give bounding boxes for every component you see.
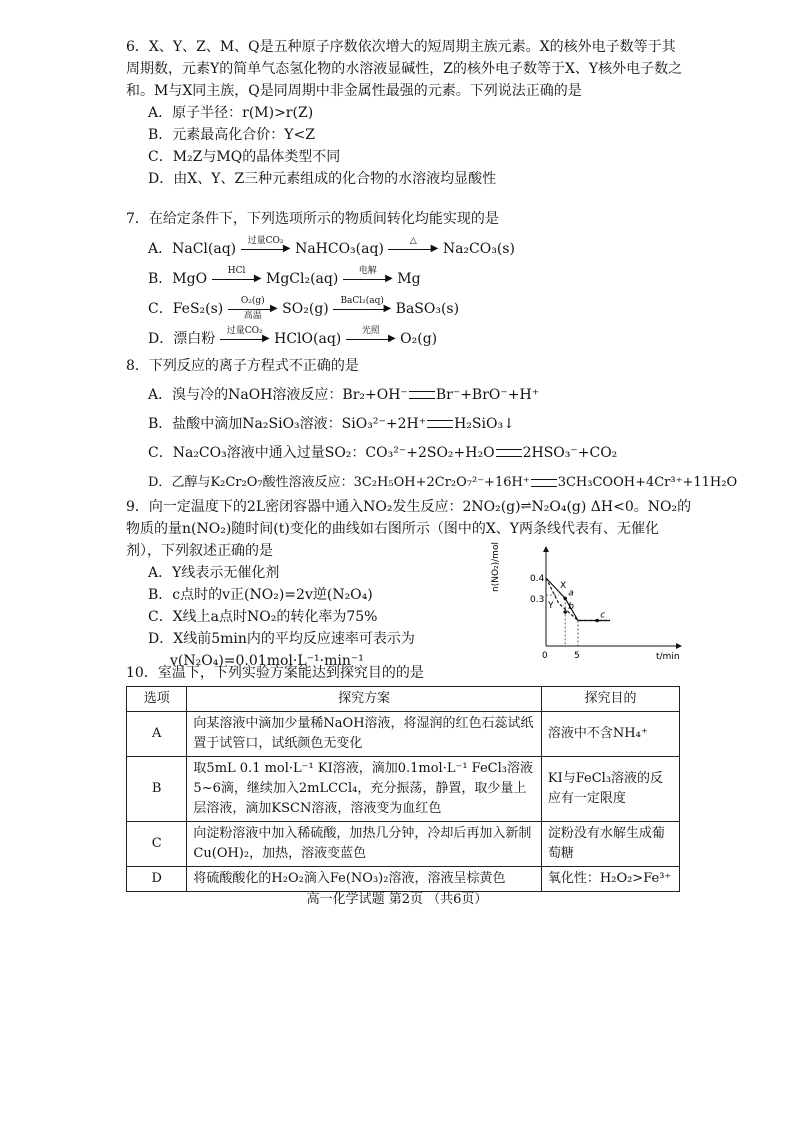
q7-option-b: B．MgO HCl ▶ MgCl₂(aq) 电解 ▶ Mg — [126, 264, 686, 294]
question-6-stem: 6．X、Y、Z、M、Q是五种原子序数依次增大的短周期主族元素。X的核外电子数等于其周期数，元素Y的简单气态氢化物的水溶液显碱性，Z的核外电子数等于X、Y核外电子数之和。M与X同主族，Q是同周期中非金属性最强的元素。下列说法正确的是 — [126, 39, 683, 99]
point-label-a: a — [568, 588, 574, 599]
table-cell: KI与FeCl₃溶液的反应有一定限度 — [541, 757, 679, 822]
experiment-table — [126, 686, 680, 892]
q8-option-d: D．乙醇与K₂Cr₂O₇酸性溶液反应：3C₂H₅OH+2Cr₂O₇²⁻+16H⁺ 3CH₃COOH+4Cr³⁺+11H₂O — [148, 475, 738, 490]
table-header: 探究方案 — [187, 687, 541, 712]
question-6 — [126, 36, 686, 190]
q9-option-d: D．X线前5min内的平均反应速率可表示为 — [148, 631, 415, 647]
question-10 — [126, 662, 686, 684]
q7-option-d: D．漂白粉 过量CO₂ ▶ HClO(aq) 光照 ▶ O₂(g) — [126, 324, 686, 354]
table-header-row — [127, 687, 680, 712]
table-header: 选项 — [127, 687, 187, 712]
q6-option-a: A．原子半径：r(M)>r(Z) — [148, 105, 314, 121]
reaction-arrow: △ ▶ — [388, 238, 438, 260]
series-y-label: Y — [548, 601, 554, 611]
equals-sign — [531, 479, 557, 487]
point-label-b: b — [568, 602, 574, 612]
q6-option-b: B．元素最高化合价：Y<Z — [148, 127, 315, 143]
point-b — [563, 610, 567, 614]
y-axis-label: n(NO₂)/mol — [491, 542, 501, 592]
x-tick-label: 5 — [574, 651, 580, 661]
question-7 — [126, 204, 686, 354]
q9-option-b: B．c点时的v正(NO₂)=2v逆(N₂O₄) — [148, 587, 373, 603]
question-8 — [126, 352, 738, 497]
reaction-arrow: 电解 ▶ — [343, 268, 393, 290]
q7-option-a: A．NaCl(aq) 过量CO₂ ▶ NaHCO₃(aq) △ ▶ Na₂CO₃(s) — [126, 234, 686, 264]
series-x-label: X — [560, 581, 567, 591]
equals-sign — [427, 420, 453, 428]
question-7-stem: 7．在给定条件下，下列选项所示的物质间转化均能实现的是 — [126, 211, 499, 227]
point-label-c: c — [600, 610, 606, 621]
table-cell: 向某溶液中滴加少量稀NaOH溶液，将湿润的红色石蕊试纸置于试管口，试纸颜色无变化 — [187, 712, 541, 757]
reaction-arrow: HCl ▶ — [212, 268, 262, 290]
y-tick-label: 0.4 — [530, 574, 545, 584]
q9-option-d-rate: v(N₂O₄)=0.01mol·L⁻¹·min⁻¹ — [170, 653, 364, 669]
equals-sign — [496, 449, 522, 457]
x-axis-label: t/min — [656, 652, 680, 662]
q7-option-c: C．FeS₂(s) O₂(g) ▶ 高温 SO₂(g) BaCl₂(aq) ▶ BaSO₃(s) — [148, 296, 460, 321]
reversible-arrow: ⇌ — [520, 499, 532, 514]
q8-option-b: B．盐酸中滴加Na₂SiO₃溶液：SiO₃²⁻+2H⁺ H₂SiO₃↓ — [148, 416, 515, 432]
table-cell: 氧化性：H₂O₂>Fe³⁺ — [541, 867, 679, 892]
point-c — [595, 619, 599, 623]
table-header: 探究目的 — [541, 687, 679, 712]
table-cell: A — [127, 712, 187, 757]
q8-option-c: C．Na₂CO₃溶液中通入过量SO₂：CO₃²⁻+2SO₂+H₂O 2HSO₃⁻+CO₂ — [148, 445, 618, 461]
y-axis-arrow — [543, 546, 549, 552]
q6-option-d: D．由X、Y、Z三种元素组成的化合物的水溶液均显酸性 — [148, 171, 497, 187]
table-cell: D — [127, 867, 187, 892]
x-tick-label: 0 — [542, 651, 548, 661]
reaction-arrow: O₂(g) ▶ 高温 — [228, 298, 278, 320]
table-cell: 将硫酸酸化的H₂O₂滴入Fe(NO₃)₂溶液，溶液呈棕黄色 — [187, 867, 541, 892]
question-10-stem: 10．室温下，下列实验方案能达到探究目的的是 — [126, 665, 424, 681]
table-row — [127, 712, 680, 757]
q6-option-c: C．M₂Z与MQ的晶体类型不同 — [148, 149, 341, 165]
reaction-arrow: 过量CO₂ ▶ — [220, 328, 270, 350]
q8-option-a: A．溴与冷的NaOH溶液反应：Br₂+OH⁻ Br⁻+BrO⁻+H⁺ — [148, 387, 540, 403]
x-axis-arrow — [676, 643, 682, 649]
equals-sign — [409, 391, 435, 399]
table-cell: 向淀粉溶液中加入稀硫酸，加热几分钟，冷却后再加入新制Cu(OH)₂，加热，溶液变蓝色 — [187, 822, 541, 867]
page-footer: 高一化学试题 第2页 （共6页） — [306, 892, 488, 907]
q9-option-c: C．X线上a点时NO₂的转化率为75% — [148, 609, 378, 625]
table-row — [127, 757, 680, 822]
reaction-arrow: 光照 ▶ — [346, 328, 396, 350]
nno2-time-graph — [491, 542, 686, 662]
q9-option-a: A．Y线表示无催化剂 — [148, 565, 280, 581]
table-cell: B — [127, 757, 187, 822]
table-cell: 淀粉没有水解生成葡萄糖 — [541, 822, 679, 867]
question-9-stem: 9．向一定温度下的2L密闭容器中通入NO₂发生反应：2NO₂(g)⇌N₂O₄(g) ΔH<0。NO₂的物质的量n(NO₂)随时间(t)变化的曲线如右图所示（图中的X、Y两条线代表有、无催化剂），下列叙述正确的是 — [126, 496, 694, 562]
table-cell: 溶液中不含NH₄⁺ — [541, 712, 679, 757]
y-tick-label: 0.3 — [530, 595, 545, 605]
table-cell: C — [127, 822, 187, 867]
table-row — [127, 822, 680, 867]
table-cell: 取5mL 0.1 mol·L⁻¹ KI溶液，滴加0.1mol·L⁻¹ FeCl₃溶液5~6滴，继续加入2mLCCl₄，充分振荡，静置，取少量上层溶液，滴加KSCN溶液，溶液变为血红色 — [187, 757, 541, 822]
question-8-stem: 8．下列反应的离子方程式不正确的是 — [126, 358, 359, 374]
point-a — [563, 597, 567, 601]
reaction-arrow: BaCl₂(aq) ▶ — [333, 298, 391, 320]
reaction-arrow: 过量CO₂ ▶ — [241, 238, 291, 260]
